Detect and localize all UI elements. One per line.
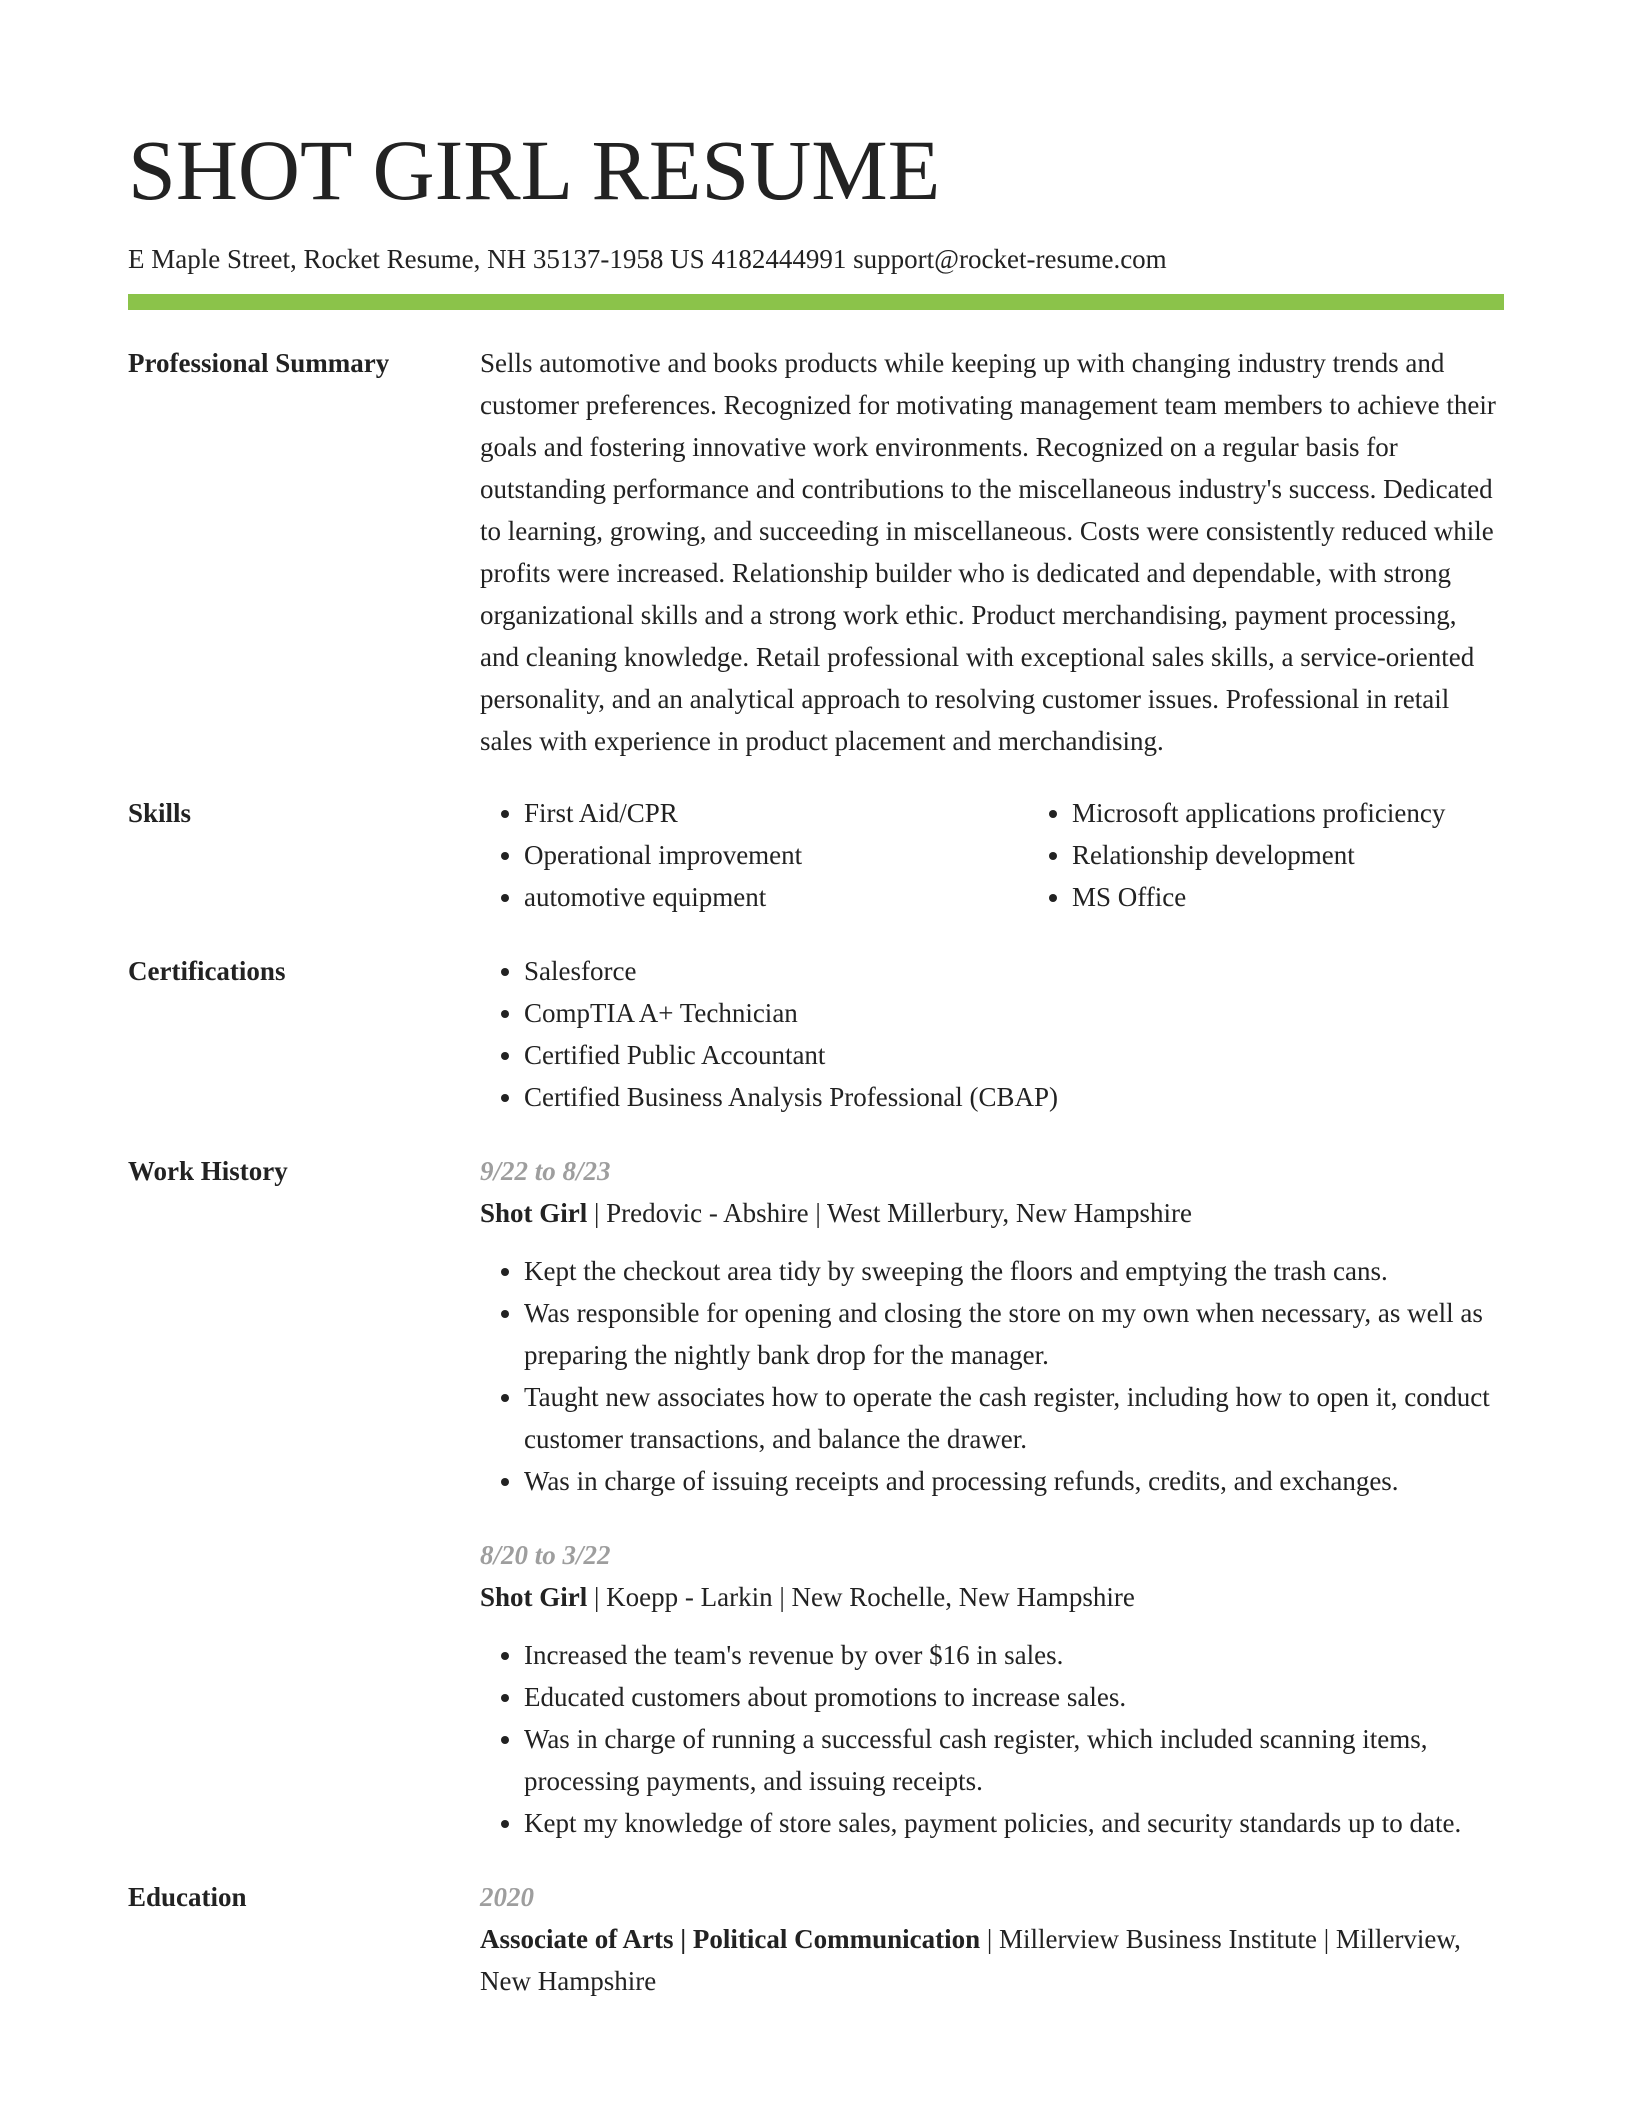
job-title: Shot Girl — [480, 1582, 588, 1612]
job-bullet: • Educated customers about promotions to increase sales. — [524, 1676, 1504, 1718]
job-header — [480, 1576, 1504, 1618]
skill-item: • Operational improvement — [524, 834, 1028, 876]
job-details: | Koepp - Larkin | New Rochelle, New Hampshire — [587, 1582, 1135, 1612]
education-body — [480, 1876, 1504, 2002]
section-certifications — [128, 950, 1504, 1118]
education-year: 2020 — [480, 1882, 534, 1912]
skills-grid — [480, 792, 1576, 918]
resume-title: SHOT GIRL RESUME — [128, 122, 941, 218]
section-label-summary: Professional Summary — [128, 348, 390, 378]
section-label-skills: Skills — [128, 798, 192, 828]
summary-text: Sells automotive and books products while keeping up with changing industry trends and customer preferences. Recognized for motivating management team members to achieve their goals and fostering innovative work environments. Recognized on a regular basis for outstanding performance and contributions to the miscellaneous industry's success. Dedicated to learning, growing, and succeeding in miscellaneous. Costs were consistently reduced while profits were increased. Relationship builder who is dedicated and dependable, with strong organizational skills and a strong work ethic. Product merchandising, payment processing, and cleaning knowledge. Retail professional with exceptional sales skills, a service-oriented personality, and an analytical approach to resolving customer issues. Professional in retail sales with experience in product placement and merchandising. — [480, 348, 1496, 756]
certifications-list — [480, 950, 1504, 1118]
education-degree: Associate of Arts | Political Communication — [480, 1924, 981, 1954]
job-bullets — [480, 1634, 1504, 1844]
accent-divider — [128, 294, 1504, 310]
contact-info: E Maple Street, Rocket Resume, NH 35137-1958 US 4182444991 support@rocket-resume.com — [128, 244, 1167, 274]
job-entry — [480, 1534, 1504, 1844]
job-bullet: • Kept the checkout area tidy by sweeping the floors and emptying the trash cans. — [524, 1250, 1504, 1292]
skill-item: • MS Office — [1072, 876, 1576, 918]
section-work-history — [128, 1150, 1504, 1844]
section-label-certifications: Certifications — [128, 956, 286, 986]
job-dates: 9/22 to 8/23 — [480, 1156, 611, 1186]
job-bullet: • Was responsible for opening and closing the store on my own when necessary, as well as preparing the nightly bank drop for the manager. — [524, 1292, 1504, 1376]
job-bullet: • Was in charge of running a successful cash register, which included scanning items, processing payments, and issuing receipts. — [524, 1718, 1504, 1802]
job-bullet: • Taught new associates how to operate the cash register, including how to open it, conduct customer transactions, and balance the drawer. — [524, 1376, 1504, 1460]
job-header — [480, 1192, 1504, 1234]
skills-column-2 — [1028, 792, 1576, 918]
job-dates: 8/20 to 3/22 — [480, 1540, 611, 1570]
section-label-education: Education — [128, 1882, 247, 1912]
skills-column-1 — [480, 792, 1028, 918]
skill-item: • automotive equipment — [524, 876, 1028, 918]
certification-item: • Certified Public Accountant — [524, 1034, 1504, 1076]
job-entry — [480, 1150, 1504, 1502]
section-skills — [128, 792, 1504, 918]
summary-body — [480, 342, 1504, 762]
work-history-body — [480, 1150, 1504, 1844]
education-entry — [480, 1918, 1504, 2002]
skill-item: • First Aid/CPR — [524, 792, 1028, 834]
job-details: | Predovic - Abshire | West Millerbury, New Hampshire — [587, 1198, 1193, 1228]
skill-item: • Microsoft applications proficiency — [1072, 792, 1576, 834]
job-bullet: • Increased the team's revenue by over $16 in sales. — [524, 1634, 1504, 1676]
section-education — [128, 1876, 1504, 2002]
education-school: | Millerview Business Institute | Millerview, New Hampshire — [480, 1924, 1461, 1996]
section-label-work-history: Work History — [128, 1156, 288, 1186]
certifications-body — [480, 950, 1504, 1118]
resume-page — [128, 0, 1504, 2002]
section-professional-summary — [128, 342, 1504, 762]
certification-item: • Salesforce — [524, 950, 1504, 992]
skill-item: • Relationship development — [1072, 834, 1576, 876]
certification-item: • CompTIA A+ Technician — [524, 992, 1504, 1034]
job-bullets — [480, 1250, 1504, 1502]
certification-item: • Certified Business Analysis Professional (CBAP) — [524, 1076, 1504, 1118]
job-bullet: • Kept my knowledge of store sales, payment policies, and security standards up to date. — [524, 1802, 1504, 1844]
job-bullet: • Was in charge of issuing receipts and processing refunds, credits, and exchanges. — [524, 1460, 1504, 1502]
job-title: Shot Girl — [480, 1198, 588, 1228]
